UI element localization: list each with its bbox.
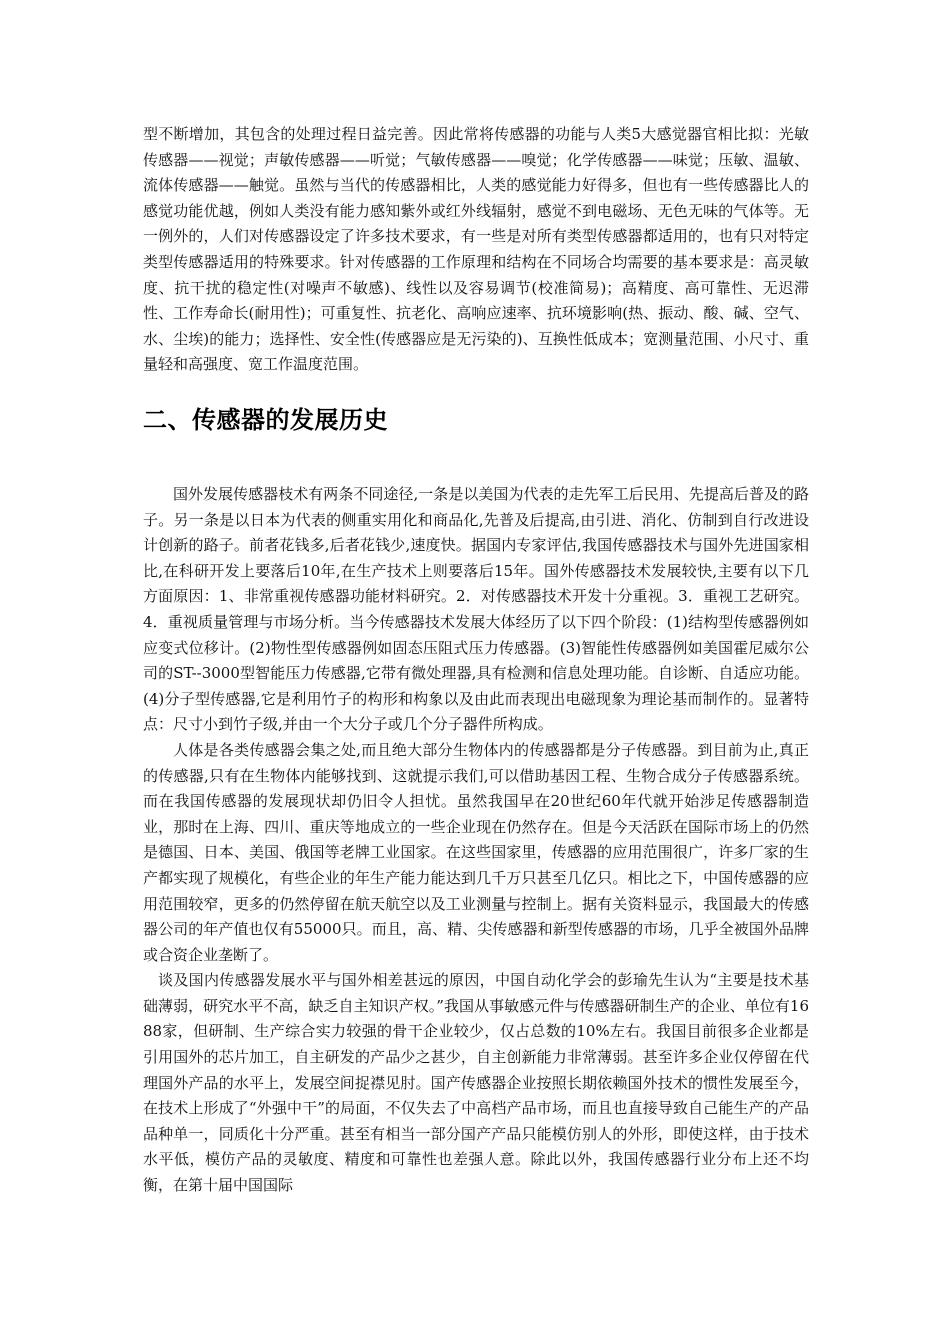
body-paragraph: 国外发展传感器枝术有两条不同途径,一条是以美国为代表的走先军工后民用、先提高后普及的路子。另一条是以日本为代表的侧重实用化和商品化,先普及后提高,由引进、消化、仿制到自行改进设计创新的路子。前者花钱多,后者花钱少,速度快。据国内专家评估,我国传感器技术与国外先进国家相比,在科研开发上要落后10年,在生产技术上则要落后15年。国外传感器技术发展较快,主要有以下几方面原因：1、非常重视传感器功能材料研究。2．对传感器技术开发十分重视。3．重视工艺研究。4．重视质量管理与市场分析。当今传感器技术发展大体经历了以下四个阶段：(1)结构型传感器例如应变式位移计。(2)物性型传感器例如固态压阻式压力传感器。(3)智能性传感器例如美国霍尼威尔公司的ST--3000型智能压力传感器,它带有微处理器,具有检测和信息处理功能。自诊断、自适应功能。(4)分子型传感器,它是利用竹子的构形和构象以及由此而表现出电磁现象为理论基而制作的。显著特点：尺寸小到竹子级,并由一个大分子或几个分子器件所构成。 [143, 485, 809, 734]
section-heading: 二、传感器的发展历史 [143, 406, 388, 434]
body-paragraph: 谈及国内传感器发展水平与国外相差甚远的原因，中国自动化学会的彭瑜先生认为“主要是技术基础薄弱，研究水平不高，缺乏自主知识产权。”我国从事敏感元件与传感器研制生产的企业、单位有1688家，但研制、生产综合实力较强的骨干企业较少，仅占总数的10%左右。我国目前很多企业都是引用国外的芯片加工，自主研发的产品少之甚少，自主创新能力非常薄弱。甚至许多企业仅停留在代理国外产品的水平上，发展空间捉襟见肘。国产传感器企业按照长期依赖国外技术的惯性发展至今，在技术上形成了“外强中干”的局面，不仅失去了中高档产品市场，而且也直接导致自己能生产的产品品种单一，同质化十分严重。甚至有相当一部分国产产品只能模仿别人的外形，即使这样，由于技术水平低，模仿产品的灵敏度、精度和可靠性也差强人意。除此以外，我国传感器行业分布上还不均衡，在第十届中国国际 [143, 971, 809, 1195]
body-paragraph: 人体是各类传感器会集之处,而且绝大部分生物体内的传感器都是分子传感器。到目前为止,真正的传感器,只有在生物体内能够找到、这就提示我们,可以借助基因工程、生物合成分子传感器系统。而在我国传感器的发展现状却仍旧令人担忧。虽然我国早在20世纪60年代就开始涉足传感器制造业，那时在上海、四川、重庆等地成立的一些企业现在仍然存在。但是今天活跃在国际市场上的仍然是德国、日本、美国、俄国等老牌工业国家。在这些国家里，传感器的应用范围很广，许多厂家的生产都实现了规模化，有些企业的年生产能力能达到几千万只甚至几亿只。相比之下，中国传感器的应用范围较窄，更多的仍然停留在航天航空以及工业测量与控制上。据有关资料显示，我国最大的传感器公司的年产值也仅有55000只。而且，高、精、尖传感器和新型传感器的市场，几乎全被国外品牌或合资企业垄断了。 [143, 740, 809, 964]
section-body [143, 482, 809, 1199]
intro-paragraph: 型不断增加，其包含的处理过程日益完善。因此常将传感器的功能与人类5大感觉器官相比拟：光敏传感器——视觉；声敏传感器——听觉；气敏传感器——嗅觉；化学传感器——味觉；压敏、温敏、流体传感器——触觉。虽然与当代的传感器相比，人类的感觉能力好得多，但也有一些传感器比人的感觉功能优越，例如人类没有能力感知紫外或红外线辐射，感觉不到电磁场、无色无味的气体等。无一例外的，人们对传感器设定了许多技术要求，有一些是对所有类型传感器都适用的，也有只对特定类型传感器适用的特殊要求。针对传感器的工作原理和结构在不同场合均需要的基本要求是：高灵敏度、抗干扰的稳定性(对噪声不敏感)、线性以及容易调节(校准简易)；高精度、高可靠性、无迟滞性、工作寿命长(耐用性)；可重复性、抗老化、高响应速率、抗环境影响(热、振动、酸、碱、空气、水、尘埃)的能力；选择性、安全性(传感器应是无污染的)、互换性低成本；宽测量范围、小尺寸、重量轻和高强度、宽工作温度范围。 [143, 125, 809, 374]
